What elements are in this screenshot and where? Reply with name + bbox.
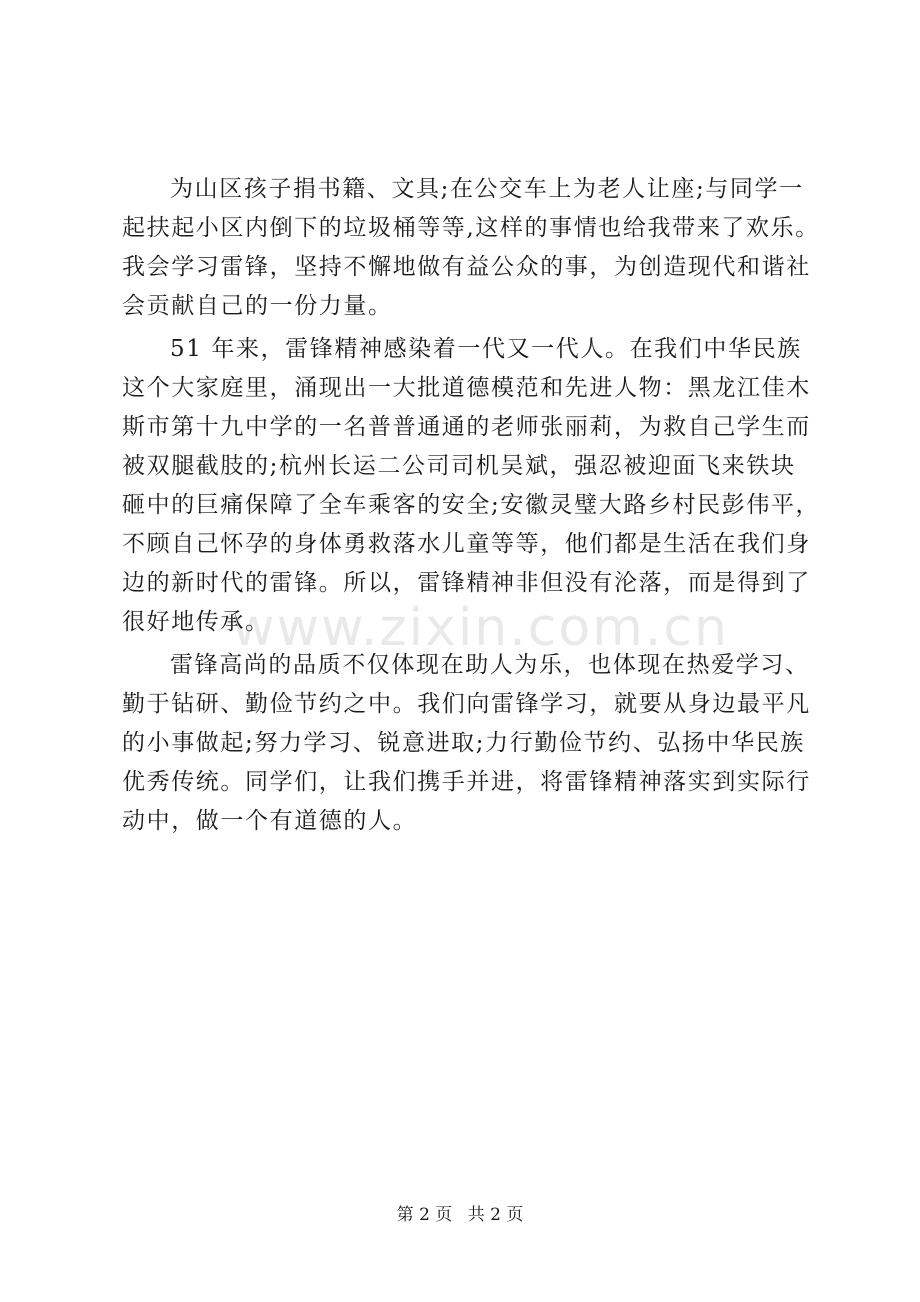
text-line: 优秀传统。同学们，让我们携手并进，将雷锋精神落实到实际行 xyxy=(122,769,811,795)
text-line: 会贡献自己的一份力量。 xyxy=(122,293,393,319)
text-line: 边的新时代的雷锋。所以，雷锋精神非但没有沦落，而是得到了 xyxy=(122,570,811,596)
watermark: www.zixin.com.cn xyxy=(232,598,729,658)
text-line: 我会学习雷锋，坚持不懈地做有益公众的事，为创造现代和谐社 xyxy=(122,254,811,280)
text-line: 为山区孩子捐书籍、文具;在公交车上为老人让座;与同学一 xyxy=(170,176,804,202)
paragraph-3 xyxy=(122,646,822,841)
page-number: 第 2 页 xyxy=(396,1205,453,1225)
text-line: 的小事做起;努力学习、锐意进取;力行勤俭节约、弘扬中华民族 xyxy=(122,730,805,756)
text-line: 斯市第十九中学的一名普普通通的老师张丽莉，为救自己学生而 xyxy=(122,414,811,440)
paragraph-1 xyxy=(122,170,822,326)
text-line: 雷锋高尚的品质不仅体现在助人为乐，也体现在热爱学习、 xyxy=(170,652,810,678)
text-line: 起扶起小区内倒下的垃圾桶等等,这样的事情也给我带来了欢乐。 xyxy=(122,215,820,241)
document-body xyxy=(122,170,822,845)
text-line: 砸中的巨痛保障了全车乘客的安全;安徽灵璧大路乡村民彭伟平， xyxy=(122,492,821,518)
page-footer xyxy=(0,1200,920,1225)
text-line: 很好地传承。 xyxy=(122,609,270,635)
paragraph-2 xyxy=(122,330,822,642)
text-line: 51 年来，雷锋精神感染着一代又一代人。在我们中华民族 xyxy=(170,336,802,362)
text-line: 动中，做一个有道德的人。 xyxy=(122,808,418,834)
text-line: 勤于钻研、勤俭节约之中。我们向雷锋学习，就要从身边最平凡 xyxy=(122,691,811,717)
text-line: 这个大家庭里，涌现出一大批道德模范和先进人物：黑龙江佳木 xyxy=(122,375,811,401)
text-line: 被双腿截肢的;杭州长运二公司司机吴斌，强忍被迎面飞来铁块 xyxy=(122,453,796,479)
page-total: 共 2 页 xyxy=(467,1205,524,1225)
text-line: 不顾自己怀孕的身体勇救落水儿童等等，他们都是生活在我们身 xyxy=(122,531,811,557)
